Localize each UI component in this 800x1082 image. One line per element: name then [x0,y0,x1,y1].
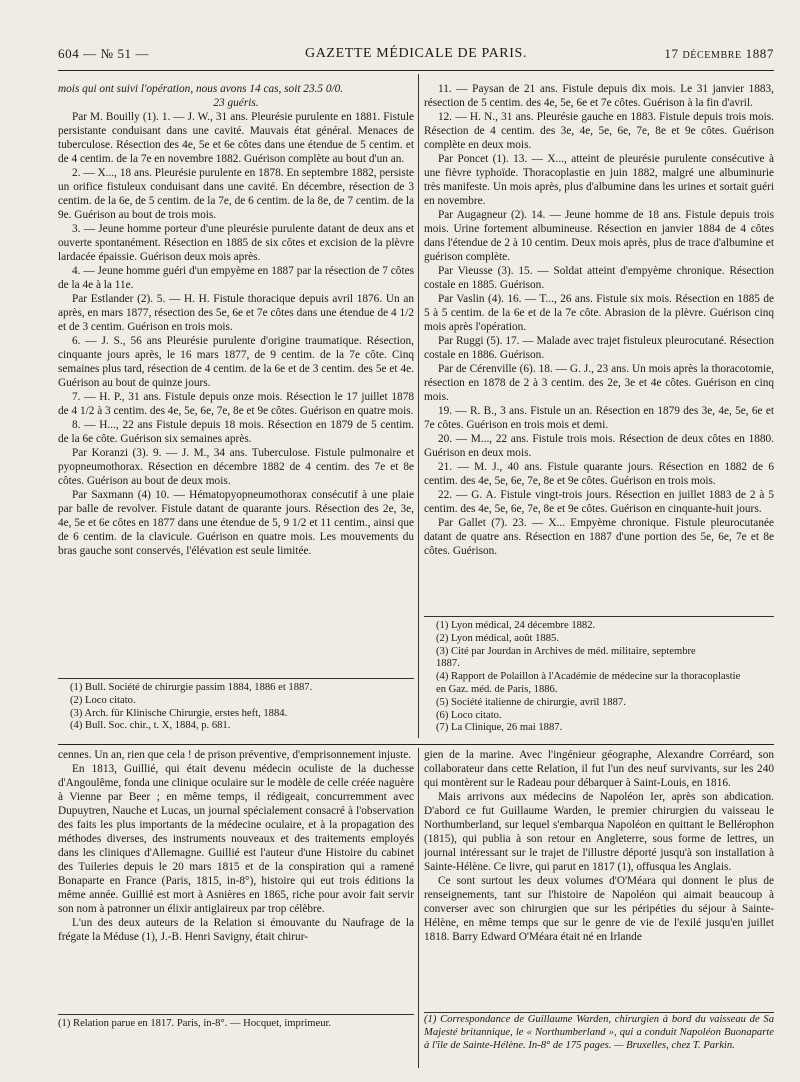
journal-title: GAZETTE MÉDICALE DE PARIS. [305,46,527,61]
case-paragraph: 6. — J. S., 56 ans Pleurésie purulente d'origine traumatique. Résection, cinquante jours après, le 16 mars 1877, de 9 centim. de la 7e côte. Cinq semaines plus tard, résection de 4 centim. de la 6e et de 3 centim. des 5e et 4e. Guérison au bout de quinze jours. [58,335,414,389]
footnote-rule-bottom-right [424,1012,774,1013]
footnote-rule-left [58,678,414,679]
case-paragraph: 2. — X..., 18 ans. Pleurésie purulente en 1878. En septembre 1882, persiste un orifice fistuleux conduisant dans une cavité. En décembre, résection de 3 centim. de la 6e, de 5 centim. de la 7e, de 6 centim. de la 8e, de 7 centim. de la 9e. Guérison au bout de trois mois. [58,167,414,221]
header-rule [58,70,774,71]
footnote: (4) Bull. Soc. chir., t. X, 1884, p. 681. [70,720,231,732]
footnote: (1) Lyon médical, 24 décembre 1882. [436,620,596,631]
page-header [58,42,774,70]
case-paragraph: Par Augagneur (2). 14. — Jeune homme de 18 ans. Fistule depuis trois mois. Urine fortement albumineuse. Résection en janvier 1884 de 4 côtes dans l'étendue de 2 à 10 centim. Deux mois après, plus de trace d'albumine et guérison complète. [424,209,774,263]
page-number: 604 — № 51 — [58,46,150,61]
footnotes-right [436,620,772,735]
issue-day: 17 [664,46,679,61]
lead-sentence: mois qui ont suivi l'opération, nous avons 14 cas, soit 23.5 0/0. [58,83,344,95]
section-rule [58,744,774,745]
case-paragraph: Par Gallet (7). 23. — X... Empyème chronique. Fistule pleurocutanée datant de quatre ans. Résection en 1887 d'une portion des 5e, 6e, 7e et 8e côtes. Guérison. [424,517,774,557]
case-paragraph: Par Estlander (2). 5. — H. H. Fistule thoracique depuis avril 1876. Un an après, en mars 1877, résection des 5e, 6e et 7e côtes dans une étendue de 4 1/2 et de 3 centim. Guérison en trois mois. [58,293,414,333]
footnote-rule-right [424,616,774,617]
issue-year: 1887 [745,46,774,61]
feuilleton-paragraph: Mais arrivons aux médecins de Napoléon Ier, après son abdication. D'abord ce fut Guillaume Warden, le premier chirurgien du vaisseau le Northumberland, sur lequel s'embarqua Napoléon en quittant le Bellérophon (1815), qui publia à son retour en Angleterre, sous forme de lettres, un journal intéressant sur le trajet de l'illustre déporté jusqu'à son installation à Sainte-Hélène. Ce livre, qui parut en 1817 (1), offusqua les Anglais. [424,791,774,873]
footnote: (7) La Clinique, 26 mai 1887. [436,722,563,734]
footnote: (3) Cité par Jourdan in Archives de méd. militaire, septembre [436,645,696,657]
case-paragraph: 8. — H..., 22 ans Fistule depuis 18 mois. Résection en 1879 de 5 centim. de la 6e côte. Guérison six semaines après. [58,419,414,445]
case-paragraph: Par de Cérenville (6). 18. — G. J., 23 ans. Un mois après la thoracotomie, résection en 1878 de 2 à 3 centim. des 2e, 3e et 4e côtes. Guérison en cinq mois. [424,363,774,403]
footnote-bottom-right: (1) Correspondance de Guillaume Warden, chirurgien à bord du vaisseau de Sa Majesté britannique, le « Northumberland », qui a conduit Napoléon Buonaparte à l'île de Sainte-Hélène. In-8° de 175 pages. — Bruxelles, chez T. Parkin. [424,1014,774,1051]
footnote: en Gaz. méd. de Paris, 1886. [436,683,558,695]
case-paragraph: 4. — Jeune homme guéri d'un empyème en 1887 par la résection de 7 côtes de la 4e à la 11e. [58,265,414,291]
issue-month: DÉCEMBRE [682,50,742,61]
feuilleton-paragraph: L'un des deux auteurs de la Relation si émouvante du Naufrage de la frégate la Méduse (1), J.-B. Henri Savigny, était chirur- [58,917,414,943]
case-paragraph: 12. — H. N., 31 ans. Pleurésie gauche en 1883. Fistule depuis trois mois. Résection de 4 centim. des 3e, 4e, 5e, 6e, 7e, 8e et 9e côtes. Guérison complète en deux mois. [424,111,774,151]
issue-date [664,46,774,62]
case-paragraph: 20. — M..., 22 ans. Fistule trois mois. Résection de deux côtes en 1880. Guérison en deux mois. [424,433,774,459]
footnote-bottom-left: (1) Relation parue en 1817. Paris, in-8°. — Hocquet, imprimeur. [58,1018,332,1029]
footnote: 1887. [436,658,460,670]
case-paragraph: 7. — H. P., 31 ans. Fistule depuis onze mois. Résection le 17 juillet 1878 de 4 1/2 à 3 centim. des 4e, 5e, 6e, 7e, 8e et 9e côtes. Guérison en quatre mois. [58,391,414,417]
footnote: (4) Rapport de Polaillon à l'Académie de médecine sur la thoracoplastie [436,671,741,683]
left-column-top [58,82,414,674]
case-paragraph: 19. — R. B., 3 ans. Fistule un an. Résection en 1879 des 3e, 4e, 5e, 6e et 7e côtes. Guérison en trois mois et demi. [424,405,774,431]
footnotes-left [70,682,410,733]
right-column-top [424,82,774,608]
case-paragraph: Par Vaslin (4). 16. — T..., 26 ans. Fistule six mois. Résection en 1885 de 5 à 5 centim. de la 6e et de la 7e côte. Abrasion de la plèvre. Guérison cinq mois après l'opération. [424,293,774,333]
footnote: (2) Loco citato. [70,694,136,706]
case-paragraph: Par Ruggi (5). 17. — Malade avec trajet fistuleux pleurocutané. Résection costale en 1886. Guérison. [424,335,774,361]
case-paragraph: 11. — Paysan de 21 ans. Fistule depuis dix mois. Le 31 janvier 1883, résection de 5 centim. des 4e, 5e, 6e et 7e côtes. Guérison à la fin d'avril. [424,83,774,109]
column-divider-bottom [418,748,419,1068]
case-paragraph: Par M. Bouilly (1). 1. — J. W., 31 ans. Pleurésie purulente en 1881. Fistule persistante conduisant dans une cavité. Mauvais état général. Menaces de tuberculose. Résection des 4e, 5e et 6e côtes dans une étendue de 5 centim. et de 4 centim. de la 7e en novembre 1882. Guérison complète au bout d'un an. [58,111,414,165]
footnote: (2) Lyon médical, août 1885. [436,632,559,644]
case-paragraph: Par Koranzi (3). 9. — J. M., 34 ans. Tuberculose. Fistule pulmonaire et pyopneumothorax. Résection en décembre 1882 de 4 centim. des 7e et 8e côtes. Guérison au bout de deux mois. [58,447,414,487]
case-paragraph: 21. — M. J., 40 ans. Fistule quarante jours. Résection en 1882 de 6 centim. des 4e, 5e, 6e, 7e, 8e et 9e côtes. Guérison en trois mois. [424,461,774,487]
footnote-rule-bottom-left [58,1014,414,1015]
footnote: (5) Société italienne de chirurgie, avril 1887. [436,696,626,708]
feuilleton-paragraph: En 1813, Guillié, qui était devenu médecin oculiste de la duchesse d'Angoulême, fonda une clinique oculaire sur le modèle de celle créée naguère à Vienne par Beer ; en même temps, il rédigeait, concurremment avec Dupuytren, Nauche et Lucas, un journal spécialement consacré à l'observation des faits les plus importants de la médecine oculaire, et à la propagation des méthodes diverses, des instruments nouveaux et des traitements employés dans les cliniques d'Allemagne. Guillié est l'auteur d'une Histoire du cabinet des Tuileries depuis le 20 mars 1815 et de la conspiration qui a ramené Bonaparte en France (Paris, 1815, in-8°), histoire qui eut trois éditions la même année. Guillié est mort à Asnières en 1865, riche pour avoir fait servir son nom à patronner un élixir antiglaireux par trop célèbre. [58,763,414,915]
feuilleton-paragraph: gien de la marine. Avec l'ingénieur géographe, Alexandre Corréard, son collaborateur dans cette Relation, il fut l'un des neuf survivants, sur les 240 qui montèrent sur le Radeau pour débarquer à Saint-Louis, en 1816. [424,749,774,789]
right-column-bottom [424,748,774,1008]
column-divider-top [418,74,419,738]
subhead-cured: 23 guéris. [213,97,259,109]
feuilleton-paragraph: cennes. Un an, rien que cela ! de prison préventive, d'emprisonnement injuste. [58,749,412,761]
feuilleton-paragraph: Ce sont surtout les deux volumes d'O'Méara qui donnent le plus de renseignements, tant sur l'histoire de Napoléon qui aimait beaucoup à converser avec son chirurgien que sur les péripéties du séjour à Sainte-Hélène, en même temps que sur le genre de vie de l'exilé jusqu'en juillet 1818. Barry Edward O'Méara était né en Irlande [424,875,774,943]
footnote: (1) Bull. Société de chirurgie passim 1884, 1886 et 1887. [70,682,313,693]
footnote: (6) Loco citato. [436,709,502,721]
case-paragraph: Par Vieusse (3). 15. — Soldat atteint d'empyème chronique. Résection costale en 1885. Guérison. [424,265,774,291]
case-paragraph: Par Poncet (1). 13. — X..., atteint de pleurésie purulente consécutive à une fièvre typhoïde. Thoracoplastie en juin 1882, malgré une albuminurie très manifeste. Un mois après, plus d'albumine dans les urines et sortait guéri en novembre. [424,153,774,207]
footnote: (3) Arch. für Klinische Chirurgie, erstes heft, 1884. [70,707,288,719]
case-paragraph: 22. — G. A. Fistule vingt-trois jours. Résection en juillet 1883 de 2 à 5 centim. des 4e, 5e, 6e, 7e, 8e et 9e côtes. Guérison en cinquante-huit jours. [424,489,774,515]
left-column-bottom [58,748,414,1008]
case-paragraph: 3. — Jeune homme porteur d'une pleurésie purulente datant de deux ans et ouverte spontanément. Résection en 1885 de six côtes et excision de la plèvre lardacée épaissie. Guérison deux mois après. [58,223,414,263]
case-paragraph: Par Saxmann (4) 10. — Hématopyopneumothorax consécutif à une plaie par balle de revolver. Fistule datant de quarante jours. Résection des 2e, 3e, 4e, 5e et 6e côtes en 1877 dans une étendue de 5, 9 1/2 et 11 centim., ainsi que de 6 centim. de la clavicule. Guérison en quatre mois. Les mouvements du bras gauche sont conservés, l'élévation est seule limitée. [58,489,414,557]
